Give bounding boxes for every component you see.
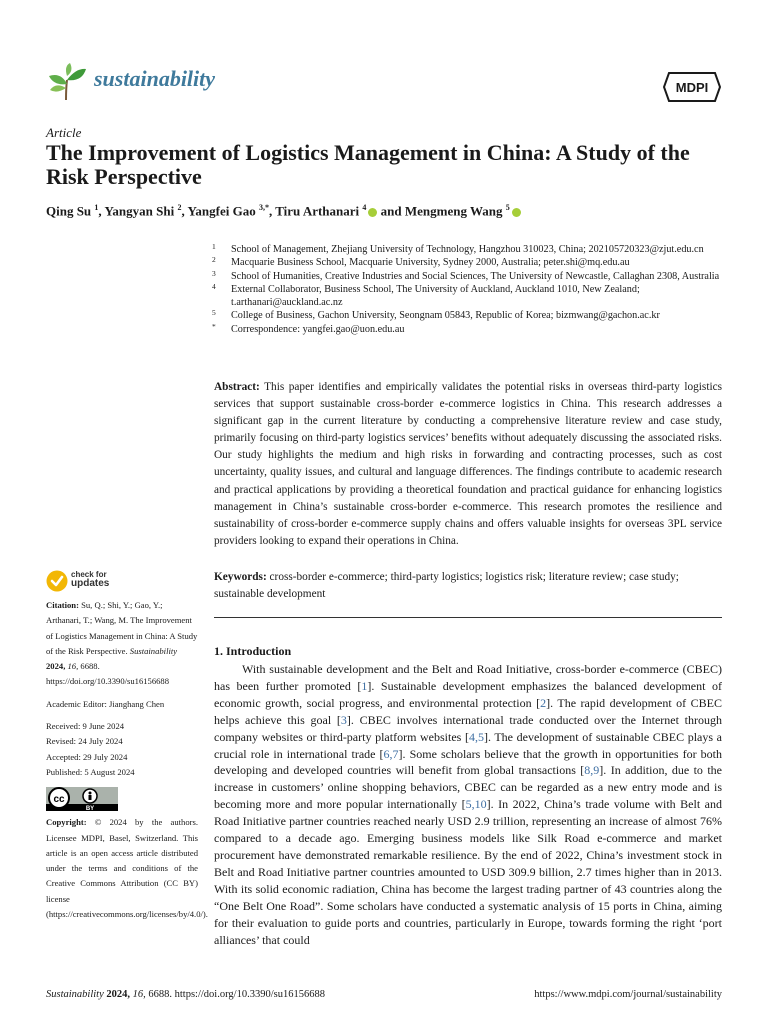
affiliation-text: School of Humanities, Creative Industries and Social Sciences, The University of Newcastle, Callaghan 2308, Australia xyxy=(231,270,720,282)
affiliation-item xyxy=(212,256,732,269)
journal-leaf-logo-icon xyxy=(46,62,88,102)
section-divider xyxy=(214,617,722,618)
footer-year: 2024, xyxy=(106,989,130,1000)
mdpi-logo xyxy=(663,72,721,102)
reference-link[interactable]: 5,10 xyxy=(465,797,487,812)
copyright-label: Copyright: xyxy=(46,817,87,828)
introduction-paragraph xyxy=(214,661,722,948)
article-type: Article xyxy=(46,125,82,140)
citation-volume: 16, xyxy=(67,661,79,672)
author-affiliation-mark: 4 xyxy=(362,203,367,212)
section-title: 1. Introduction xyxy=(214,644,292,658)
paragraph-text: ]. The rapid development of CBEC helps achieve this goal [ xyxy=(214,695,722,727)
and-word: and xyxy=(380,203,402,219)
paragraph-text: ]. The development of sustainable CBEC plays a crucial role in international trade [ xyxy=(214,729,722,761)
citation-doi[interactable]: 6688. https://doi.org/10.3390/su16156688 xyxy=(46,661,170,687)
author-affiliation-mark: 3,* xyxy=(258,203,269,212)
paragraph-text: ]. Sustainable development emphasizes the balanced development of economic growth, social progress, and environmental protection [ xyxy=(214,678,722,710)
abstract xyxy=(214,379,722,550)
correspondence-text: Correspondence: yangfei.gao@uon.edu.au xyxy=(231,323,405,335)
by-text: BY xyxy=(85,806,95,812)
abstract-label: Abstract: xyxy=(214,381,260,393)
paragraph-text: ]. In addition, due to the increase in customers’ online shopping behaviors, CBEC can be regarded as a new entry mode and is becoming more and more popular internationally [ xyxy=(214,763,723,812)
affiliation-number: 2 xyxy=(212,255,216,265)
orcid-icon[interactable] xyxy=(368,208,377,217)
affiliation-number: * xyxy=(212,321,216,331)
footer-journal-url[interactable]: https://www.mdpi.com/journal/sustainability xyxy=(534,989,722,1000)
affiliation-list xyxy=(212,243,732,336)
affiliation-number: 3 xyxy=(212,268,216,278)
author-affiliation-mark: 1 xyxy=(94,203,99,212)
affiliation-number: 4 xyxy=(212,281,216,291)
cc-by-license-icon[interactable] xyxy=(46,787,118,811)
abstract-text: This paper identifies and empirically validates the potential risks in overseas third-party logistics services that support sustainable cross-border e-commerce logistics in China. This research addresses a significant gap in the current literature by conducting a comprehensive literature review and case study, primarily focusing on third-party logistics services’ benefits without adequately discussing the associated risks. Our study highlights the medium and high risks in forwarding and contracting processes, such as cost uncertainty, quality issues, and cultural and language differences. The findings contribute to academic research and practical applications by providing a theoretical foundation and practical guidance for enhancing logistics management in China’s sustainable cross-border e-commerce. This research promotes the resilience and sustainability of cross-border e-commerce supply chains and offers valuable insights for overseas 3PL service providers looking to expand their operations in China. xyxy=(214,381,723,547)
article-sidebar xyxy=(46,598,208,922)
affiliation-text: Macquarie Business School, Macquarie University, Sydney 2000, Australia; peter.shi@mq.edu.au xyxy=(231,257,630,269)
copyright-block xyxy=(46,815,208,922)
reference-link[interactable]: 6,7 xyxy=(383,746,399,761)
keywords xyxy=(214,569,722,603)
keywords-label: Keywords: xyxy=(214,571,267,583)
affiliation-number: 5 xyxy=(212,308,216,318)
check-bottom-text: updates xyxy=(71,578,110,589)
citation-block xyxy=(46,598,198,690)
published-date: Published: 5 August 2024 xyxy=(46,766,135,777)
author-name[interactable]: Tiru Arthanari xyxy=(275,203,360,219)
citation-journal: Sustainability xyxy=(129,645,178,656)
check-for-updates-label[interactable] xyxy=(71,571,109,589)
paragraph-text: With sustainable development and the Belt and Road Initiative, cross-border e-commerce (CBEC) has been further promoted [ xyxy=(214,662,722,693)
history-block xyxy=(46,719,198,780)
footer-volume: 16, xyxy=(132,989,146,1000)
reference-link[interactable]: 8,9 xyxy=(584,763,600,778)
copyright-text: © 2024 by the authors. Licensee MDPI, Basel, Switzerland. This article is an open access article distributed under the terms and conditions of the Creative Commons Attribution (CC BY) license (https://creativecommons.org/licenses/by/4.0/). xyxy=(46,817,208,920)
affiliation-text: College of Business, Gachon University, Seongnam 05843, Republic of Korea; bizmwang@gachon.ac.kr xyxy=(231,310,660,322)
footer-doi[interactable]: 6688. https://doi.org/10.3390/su16156688 xyxy=(148,989,325,1000)
affiliation-number: 1 xyxy=(212,242,216,251)
paragraph-text: ]. CBEC involves international trade conducted over the Internet through company websites or third-party platform websites [ xyxy=(214,712,722,744)
author-name[interactable]: Yangyan Shi xyxy=(104,203,175,219)
affiliation-item xyxy=(212,323,732,336)
article-title: The Improvement of Logistics Management in China: A Study of the Risk Perspective xyxy=(46,140,690,189)
paragraph-text: ]. In 2022, China’s trade volume with Belt and Road Initiative partner countries reached nearly USD 2.9 trillion, representing an increase of almost 76% compared to a decade ago. Emerging business models like Silk Road e-commerce and market procurement have demonstrated remarkable resilience. By the end of 2022, China’s investment stock in Belt and Road Initiative partner countries amounted to USD 309.9 billion, 2.7 times higher than in 2013. With its solid economic radiation, China has become the largest trading partner of 43 countries along the “One Belt One Road”. Some scholars have conducted a systematic analysis of 15 ports in China, aiming for their evaluation to guide ports and countries, particularly in Europe, towards forming the right ‘port alliances’ that could xyxy=(214,797,722,947)
accepted-date: Accepted: 29 July 2024 xyxy=(46,751,128,762)
affiliation-item xyxy=(212,270,732,283)
cc-text: cc xyxy=(53,794,65,806)
author-affiliation-mark: 2 xyxy=(177,203,182,212)
citation-label: Citation: xyxy=(46,600,79,610)
author-name[interactable]: Yangfei Gao xyxy=(187,203,256,219)
author-list: Qing Su $^1$, Yangyan Shi $^2$, Yangfei Gao $^{3,*}$, Tiru Arthanari $^4$ and Mengmeng Wang $^5$ xyxy=(46,203,726,219)
reference-link[interactable]: 2 xyxy=(540,695,547,710)
orcid-icon[interactable] xyxy=(512,208,521,217)
academic-editor: Academic Editor: Jianghang Chen xyxy=(46,698,165,709)
affiliation-text: School of Management, Zhejiang University of Technology, Hangzhou 310023, China; 202105720323@zjut.edu.cn xyxy=(231,244,704,255)
received-date: Received: 9 June 2024 xyxy=(46,721,125,732)
check-for-updates-icon[interactable] xyxy=(46,570,68,592)
mdpi-logo-text: MDPI xyxy=(675,80,709,95)
reference-link[interactable]: 3 xyxy=(340,712,347,727)
citation-text: Su, Q.; Shi, Y.; Gao, Y.; Arthanari, T.; Wang, M. The Improvement of Logistics Management in China: A Study of the Risk Perspective. xyxy=(46,600,198,656)
citation-year: 2024, xyxy=(46,661,66,672)
affiliation-item xyxy=(212,283,732,310)
reference-link[interactable]: 4,5 xyxy=(468,729,484,744)
author-affiliation-mark: 5 xyxy=(505,203,510,212)
affiliation-item xyxy=(212,243,732,256)
affiliation-text: External Collaborator, Business School, The University of Auckland, Auckland 1010, New Zealand; t.arthanari@auckland.ac.nz xyxy=(231,283,640,309)
revised-date: Revised: 24 July 2024 xyxy=(46,736,123,747)
footer-journal: Sustainability xyxy=(46,989,104,1000)
journal-name: sustainability xyxy=(94,66,216,91)
reference-link[interactable]: 1 xyxy=(361,678,368,693)
author-name[interactable]: Qing Su xyxy=(46,203,92,219)
keywords-text: cross-border e-commerce; third-party logistics; logistics risk; literature review; case study; sustainable development xyxy=(214,571,679,600)
paragraph-text: ]. Some scholars believe that the growth in opportunities for both developing and developed countries will benefit from global transactions [ xyxy=(214,746,723,778)
author-name[interactable]: Mengmeng Wang xyxy=(404,203,503,219)
check-top-text: check for xyxy=(71,570,107,579)
footer-citation xyxy=(46,989,325,1000)
affiliation-item xyxy=(212,309,732,322)
